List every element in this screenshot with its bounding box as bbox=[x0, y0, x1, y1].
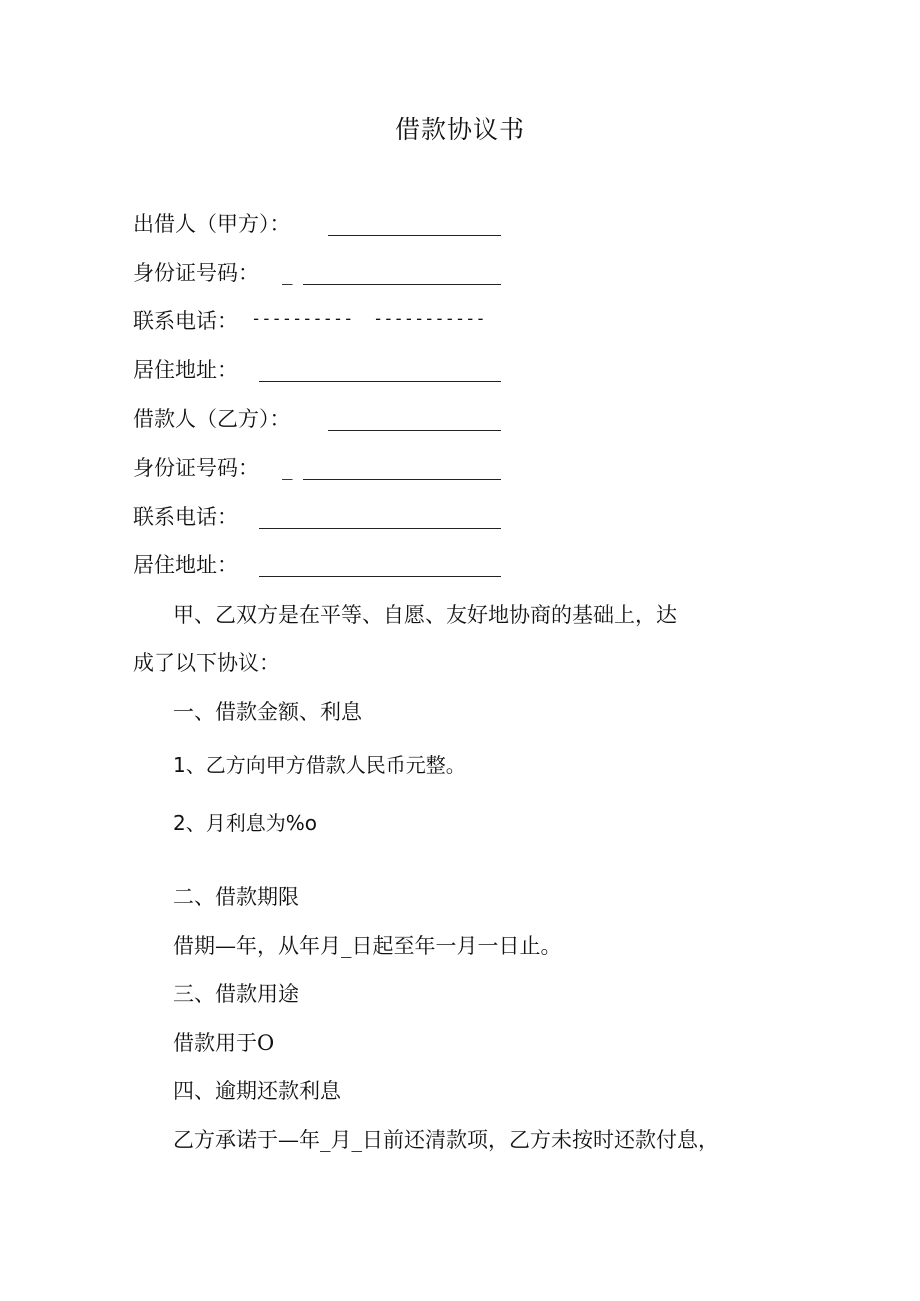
lender-phone-field bbox=[133, 304, 513, 338]
borrower-id-field bbox=[133, 451, 513, 485]
lender-name-blank bbox=[328, 235, 501, 236]
borrower-name-label: 借款人（乙方）： bbox=[133, 407, 291, 431]
borrower-id-prefix: _ bbox=[282, 456, 293, 480]
lender-phone-dashes-a: ---------- bbox=[251, 309, 354, 329]
lender-id-blank bbox=[303, 284, 501, 285]
section-4-heading: 四、逾期还款利息 bbox=[173, 1079, 341, 1103]
borrower-phone-field bbox=[133, 500, 513, 534]
borrower-phone-blank bbox=[259, 528, 501, 529]
preamble-line-2: 成了以下协议： bbox=[133, 651, 280, 675]
section-1-item-1: 1、乙方向甲方借款人民币元整。 bbox=[173, 753, 466, 777]
lender-address-field bbox=[133, 353, 513, 387]
section-4-body: 乙方承诺于—年_月_日前还清款项，乙方未按时还款付息， bbox=[173, 1128, 719, 1152]
section-2-heading: 二、借款期限 bbox=[173, 885, 299, 909]
section-2-body: 借期—年，从年月_日起至年一月一日止。 bbox=[173, 934, 562, 958]
lender-id-prefix: _ bbox=[282, 261, 293, 285]
borrower-id-blank bbox=[303, 479, 501, 480]
lender-name-field bbox=[133, 207, 513, 241]
borrower-address-blank bbox=[259, 576, 501, 577]
borrower-name-field bbox=[133, 402, 513, 436]
preamble-line-1: 甲、乙双方是在平等、自愿、友好地协商的基础上，达 bbox=[173, 603, 677, 627]
lender-address-label: 居住地址： bbox=[133, 358, 238, 382]
lender-address-blank bbox=[259, 381, 501, 382]
lender-name-label: 出借人（甲方）： bbox=[133, 212, 291, 236]
section-1-item-2: 2、月利息为%o bbox=[173, 811, 317, 835]
borrower-phone-label: 联系电话： bbox=[133, 505, 238, 529]
lender-id-label: 身份证号码： bbox=[133, 261, 259, 285]
lender-phone-label: 联系电话： bbox=[133, 309, 238, 333]
borrower-name-blank bbox=[328, 430, 501, 431]
borrower-address-label: 居住地址： bbox=[133, 553, 238, 577]
section-3-body: 借款用于O bbox=[173, 1031, 275, 1055]
borrower-id-label: 身份证号码： bbox=[133, 456, 259, 480]
borrower-address-field bbox=[133, 548, 513, 582]
document-title: 借款协议书 bbox=[394, 115, 525, 144]
section-3-heading: 三、借款用途 bbox=[173, 982, 299, 1006]
lender-phone-dashes-b: ----------- bbox=[373, 309, 486, 329]
section-1-heading: 一、借款金额、利息 bbox=[173, 700, 362, 724]
lender-id-field bbox=[133, 256, 513, 290]
